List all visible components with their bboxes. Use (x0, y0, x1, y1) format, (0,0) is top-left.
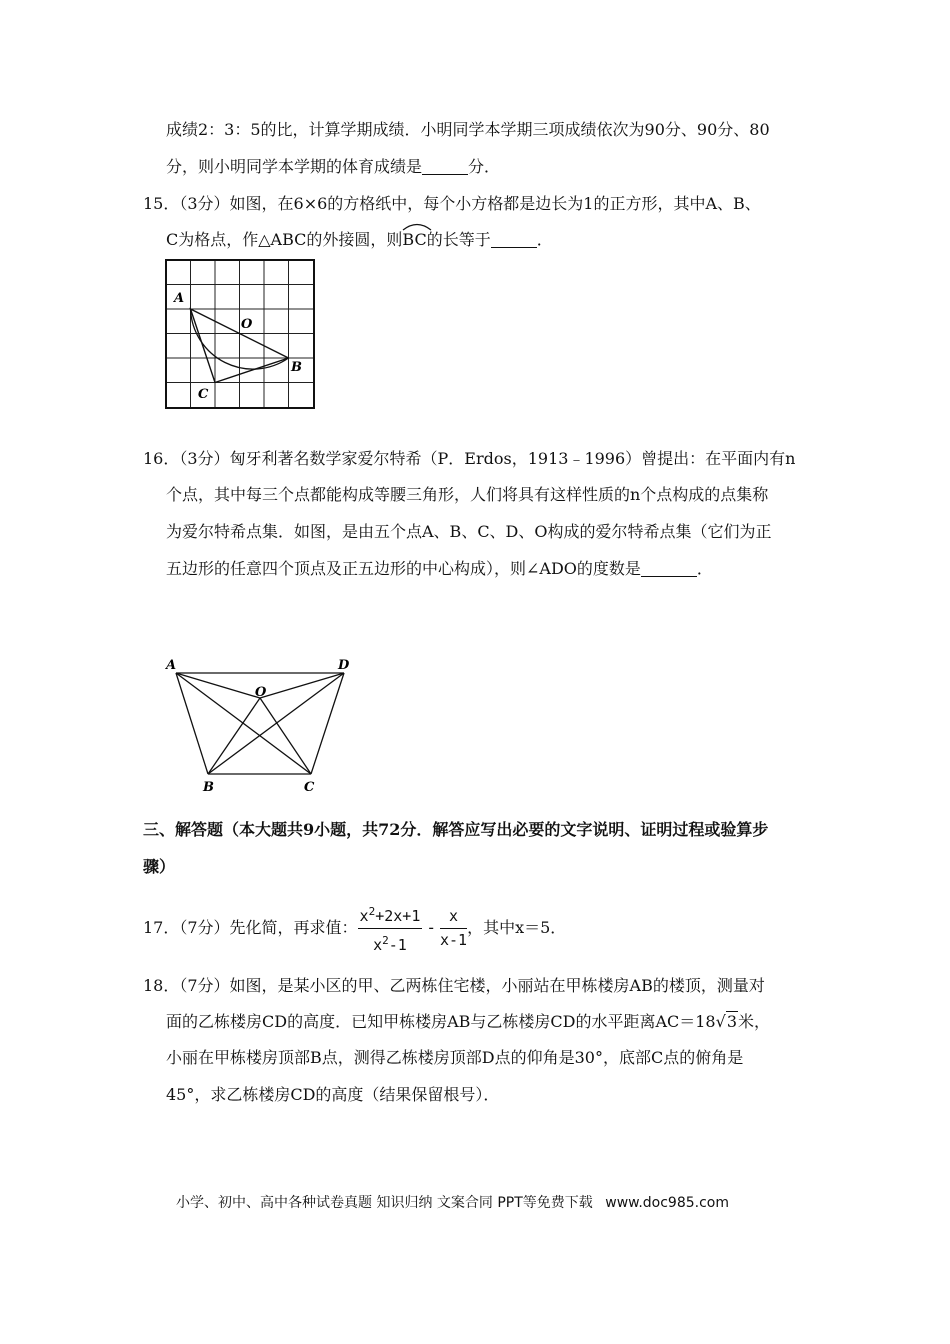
q18-text-a: 面的乙栋楼房CD的高度．已知甲栋楼房AB与乙栋楼房CD的水平距离AC＝18 (166, 1012, 716, 1031)
section-heading: 三、解答题（本大题共9小题，共72分．解答应写出必要的文字说明、证明过程或验算步 (143, 820, 769, 839)
label-c: C (304, 780, 315, 795)
q14-text-a: 分，则小明同学本学期的体育成绩是 (166, 157, 423, 176)
arc-bc-label: BC (402, 230, 426, 250)
q14-text-b: 分． (468, 157, 501, 176)
q15-line-2: C为格点，作△ABC的外接圆，则 BC的长等于 ． (166, 230, 553, 250)
fraction-1: $\frac{x^2+2x+1}{x^2-1}$ (359, 905, 421, 954)
q16-line-4: 五边形的任意四个顶点及正五边形的中心构成），则∠ADO的度数是 ． (166, 559, 713, 578)
q18-line-1: 18．（7分）如图，是某小区的甲、乙两栋住宅楼，小丽站在甲栋楼房AB的楼顶，测量对 (143, 976, 765, 995)
erdos-figure (160, 652, 360, 797)
label-o: O (241, 317, 253, 332)
q17-prefix: 17．（7分）先化简，再求值： (143, 918, 358, 937)
q18-line-4: 45°，求乙栋楼房CD的高度（结果保留根号）． (166, 1085, 500, 1104)
sqrt-icon: √ (715, 1012, 726, 1031)
q18-line-2 (166, 1012, 770, 1032)
q15-text-a: C为格点，作△ABC的外接圆，则 (166, 230, 403, 249)
label-c: C (198, 387, 209, 402)
label-o: O (255, 685, 267, 700)
q17-suffix: ，其中x＝5． (467, 918, 567, 937)
q17-line (143, 903, 566, 953)
q14-line-2 (166, 157, 500, 177)
arc-mark-icon (402, 221, 432, 231)
q15-text-b: 的长等于 (426, 230, 491, 249)
section-heading-cont: 骤） (143, 857, 176, 876)
q15-line-1: 15．（3分）如图，在6×6的方格纸中，每个小方格都是边长为1的正方形，其中A、B、 (143, 194, 761, 213)
answer-blank (641, 560, 697, 577)
grid-figure (164, 258, 316, 410)
q18-text-b: 米， (738, 1012, 771, 1031)
label-a: A (166, 658, 177, 673)
q18-line-3: 小丽在甲栋楼房顶部B点，测得乙栋楼房顶部D点的仰角是30°，底部C点的俯角是 (166, 1048, 744, 1067)
q14-line-1: 成绩2：3：5的比，计算学期成绩．小明同学本学期三项成绩依次为90分、90分、80 (166, 120, 770, 139)
fraction-2: $\frac{x}{x-1}$ (440, 907, 468, 949)
answer-blank (422, 158, 468, 175)
q16-line-1: 16．（3分）匈牙利著名数学家爱尔特希（P．Erdos，1913﹣1996）曾提出：在平面内有n (143, 449, 796, 468)
footer (176, 1192, 729, 1212)
label-a: A (174, 291, 185, 306)
q16-line-2: 个点，其中每三个点都能构成等腰三角形，人们将具有这样性质的n个点构成的点集称 (166, 485, 769, 504)
label-b: B (291, 360, 302, 375)
sqrt-value: 3 (726, 1012, 738, 1031)
footer-link[interactable]: www.doc985.com (605, 1195, 729, 1211)
label-b: B (203, 780, 214, 795)
answer-blank (491, 231, 537, 248)
q16-line-3: 为爱尔特希点集．如图，是由五个点A、B、C、D、O构成的爱尔特希点集（它们为正 (166, 522, 772, 541)
minus-sign: - (426, 918, 436, 937)
label-d: D (338, 658, 350, 673)
footer-text: 小学、初中、高中各种试卷真题 知识归纳 文案合同 PPT等免费下载 (176, 1195, 593, 1211)
q16-text-a: 五边形的任意四个顶点及正五边形的中心构成），则∠ADO的度数是 (166, 559, 641, 578)
